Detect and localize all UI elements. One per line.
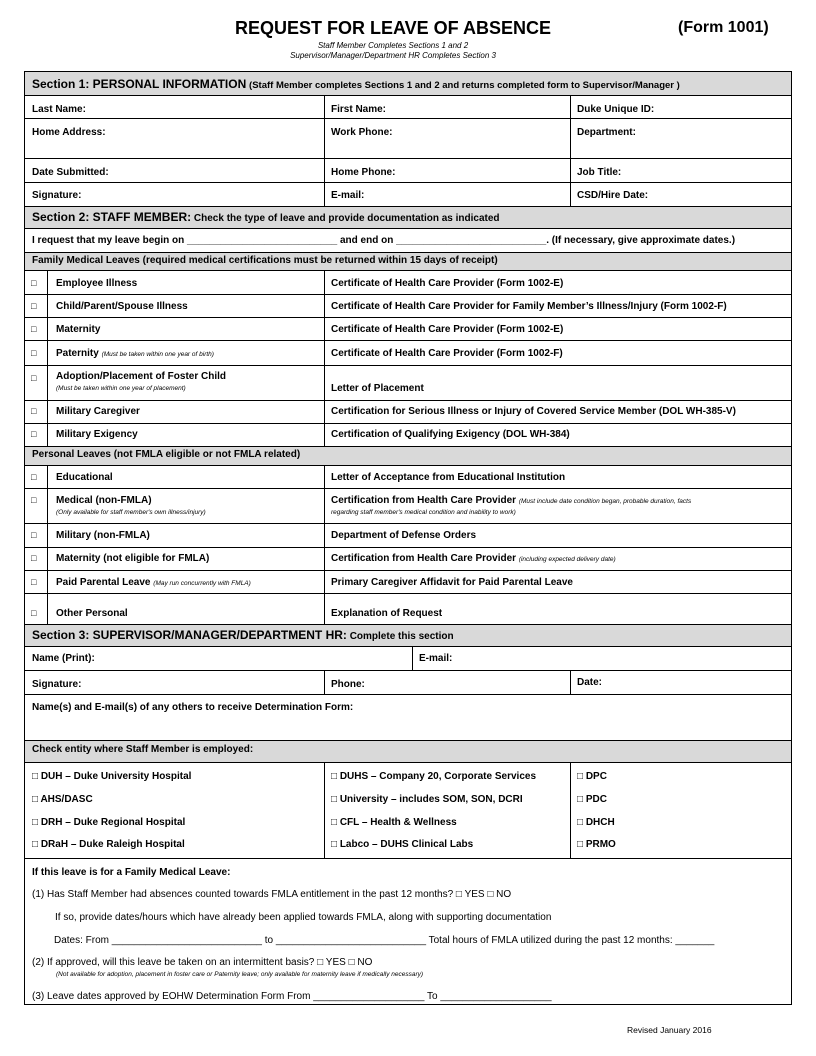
required-document: Department of Defense Orders bbox=[331, 530, 477, 541]
required-document: Certificate of Health Care Provider for Family Member’s Illness/Injury (Form 1002-F) bbox=[331, 301, 727, 312]
supervisor-signature-field[interactable]: Signature: bbox=[32, 679, 82, 690]
first-name-field[interactable]: First Name: bbox=[331, 104, 387, 115]
document-note: (including expected delivery date) bbox=[518, 556, 616, 563]
leave-type: Educational bbox=[56, 472, 113, 483]
fmla-dates-line[interactable]: Dates: From ___________________________ to ___________________________ Total hours of FMLA utilized during the past 12 months: _______ bbox=[54, 935, 715, 946]
leave-note: (Must be taken within one year of birth) bbox=[101, 351, 214, 358]
section1-title: Section 1: PERSONAL INFORMATION bbox=[32, 77, 247, 91]
personal-leave-header: Personal Leaves (not FMLA eligible or not FMLA related) bbox=[32, 449, 301, 460]
checkbox[interactable]: □ bbox=[31, 278, 37, 288]
department-field[interactable]: Department: bbox=[577, 127, 636, 138]
required-document: Certificate of Health Care Provider (Form 1002-E) bbox=[331, 278, 564, 289]
entity-option[interactable]: □ DHCH bbox=[577, 817, 615, 828]
checkbox[interactable]: □ bbox=[31, 406, 37, 416]
duke-id-field[interactable]: Duke Unique ID: bbox=[577, 104, 655, 115]
required-document: Primary Caregiver Affidavit for Paid Parental Leave bbox=[331, 577, 573, 588]
entity-option[interactable]: □ DRaH – Duke Raleigh Hospital bbox=[32, 839, 185, 850]
required-document: Certification from Health Care Provider bbox=[331, 495, 517, 506]
home-address-field[interactable]: Home Address: bbox=[32, 127, 106, 138]
checkbox[interactable]: □ bbox=[31, 608, 37, 618]
subtitle-2: Supervisor/Manager/Department HR Completes Section 3 bbox=[290, 51, 496, 60]
leave-type: Maternity (not eligible for FMLA) bbox=[56, 553, 210, 564]
leave-note: (Only available for staff member's own illness/injury) bbox=[56, 509, 206, 516]
entity-option[interactable]: □ PDC bbox=[577, 794, 607, 805]
date-submitted-field[interactable]: Date Submitted: bbox=[32, 167, 109, 178]
fmla-question-1-detail: If so, provide dates/hours which have already been applied towards FMLA, along with supporting documentation bbox=[55, 912, 552, 923]
leave-dates-request[interactable]: I request that my leave begin on ___________________________ and end on ___________________________. (If necessary, give approximate dates.) bbox=[32, 235, 736, 246]
entity-option[interactable]: □ PRMO bbox=[577, 839, 616, 850]
required-document: Letter of Placement bbox=[331, 383, 424, 394]
hire-date-field[interactable]: CSD/Hire Date: bbox=[577, 190, 649, 201]
email-field[interactable]: E-mail: bbox=[331, 190, 365, 201]
checkbox[interactable]: □ bbox=[31, 429, 37, 439]
leave-type: Military Caregiver bbox=[56, 406, 140, 417]
home-phone-field[interactable]: Home Phone: bbox=[331, 167, 396, 178]
fmla-question-1[interactable]: (1) Has Staff Member had absences counted towards FMLA entitlement in the past 12 months? □ YES □ NO bbox=[32, 889, 512, 900]
section2-note: Check the type of leave and provide documentation as indicated bbox=[193, 213, 500, 224]
entity-option[interactable]: □ DPC bbox=[577, 771, 607, 782]
entity-option[interactable]: □ University – includes SOM, SON, DCRI bbox=[331, 794, 523, 805]
phone-field[interactable]: Phone: bbox=[331, 679, 365, 690]
intermittent-question[interactable]: (2) If approved, will this leave be taken on an intermittent basis? □ YES □ NO bbox=[32, 957, 373, 968]
checkbox[interactable]: □ bbox=[31, 324, 37, 334]
document-note: (Must include date condition began, probable duration, facts bbox=[518, 498, 692, 505]
leave-note: (Must be taken within one year of placement) bbox=[56, 385, 186, 392]
leave-type: Medical (non-FMLA) bbox=[56, 495, 152, 506]
section2-title: Section 2: STAFF MEMBER: bbox=[32, 210, 192, 224]
name-print-field[interactable]: Name (Print): bbox=[32, 653, 95, 664]
leave-type: Adoption/Placement of Foster Child bbox=[56, 371, 227, 382]
job-title-field[interactable]: Job Title: bbox=[577, 167, 622, 178]
required-document: Explanation of Request bbox=[331, 608, 443, 619]
leave-type: Other Personal bbox=[56, 608, 128, 619]
required-document: Certification from Health Care Provider bbox=[331, 553, 517, 564]
entity-option[interactable]: □ DUH – Duke University Hospital bbox=[32, 771, 192, 782]
signature-field[interactable]: Signature: bbox=[32, 190, 82, 201]
document-note: regarding staff member's medical condition and inability to work) bbox=[331, 509, 516, 516]
section3-note: Complete this section bbox=[349, 631, 454, 642]
form-title: REQUEST FOR LEAVE OF ABSENCE bbox=[234, 18, 552, 38]
others-recipients-field[interactable]: Name(s) and E-mail(s) of any others to receive Determination Form: bbox=[32, 702, 354, 713]
checkbox[interactable]: □ bbox=[31, 577, 37, 587]
fml-title: If this leave is for a Family Medical Leave: bbox=[32, 867, 231, 878]
entity-option[interactable]: □ CFL – Health & Wellness bbox=[331, 817, 457, 828]
checkbox[interactable]: □ bbox=[31, 348, 37, 358]
leave-note: (May run concurrently with FMLA) bbox=[153, 580, 251, 587]
date-field[interactable]: Date: bbox=[577, 677, 603, 688]
entity-header: Check entity where Staff Member is employed: bbox=[32, 744, 254, 755]
entity-option[interactable]: □ DRH – Duke Regional Hospital bbox=[32, 817, 186, 828]
checkbox[interactable]: □ bbox=[31, 553, 37, 563]
leave-form bbox=[24, 71, 792, 1005]
leave-type: Maternity bbox=[56, 324, 101, 335]
leave-type: Child/Parent/Spouse Illness bbox=[56, 301, 188, 312]
checkbox[interactable]: □ bbox=[31, 373, 37, 383]
last-name-field[interactable]: Last Name: bbox=[32, 104, 86, 115]
entity-option[interactable]: □ Labco – DUHS Clinical Labs bbox=[331, 839, 474, 850]
leave-type: Employee Illness bbox=[56, 278, 138, 289]
checkbox[interactable]: □ bbox=[31, 530, 37, 540]
intermittent-note: (Not available for adoption, placement in foster care or Paternity leave; only available for maternity leave if medically necessary) bbox=[56, 971, 424, 978]
required-document: Certificate of Health Care Provider (Form 1002-F) bbox=[331, 348, 563, 359]
required-document: Certificate of Health Care Provider (Form 1002-E) bbox=[331, 324, 564, 335]
checkbox[interactable]: □ bbox=[31, 472, 37, 482]
approved-dates-line[interactable]: (3) Leave dates approved by EOHW Determination Form From ____________________ To ____________________ bbox=[32, 991, 552, 1002]
required-document: Letter of Acceptance from Educational Institution bbox=[331, 472, 566, 483]
checkbox[interactable]: □ bbox=[31, 495, 37, 505]
leave-type: Paternity bbox=[56, 348, 99, 359]
leave-type: Paid Parental Leave bbox=[56, 577, 151, 588]
required-document: Certification of Qualifying Exigency (DOL WH-384) bbox=[331, 429, 570, 440]
supervisor-email-field[interactable]: E-mail: bbox=[419, 653, 453, 664]
entity-option[interactable]: □ AHS/DASC bbox=[32, 794, 93, 805]
revised-date: Revised January 2016 bbox=[627, 1025, 712, 1035]
work-phone-field[interactable]: Work Phone: bbox=[331, 127, 393, 138]
leave-type: Military Exigency bbox=[56, 429, 138, 440]
leave-type: Military (non-FMLA) bbox=[56, 530, 150, 541]
entity-option[interactable]: □ DUHS – Company 20, Corporate Services bbox=[331, 771, 536, 782]
required-document: Certification for Serious Illness or Injury of Covered Service Member (DOL WH-385-V) bbox=[331, 406, 736, 417]
section1-note: (Staff Member completes Sections 1 and 2 and returns completed form to Supervisor/Manager ) bbox=[249, 80, 680, 91]
fmla-header: Family Medical Leaves (required medical certifications must be returned within 15 days of receipt) bbox=[32, 255, 498, 266]
form-number: (Form 1001) bbox=[678, 19, 769, 36]
checkbox[interactable]: □ bbox=[31, 301, 37, 311]
subtitle-1: Staff Member Completes Sections 1 and 2 bbox=[317, 41, 469, 50]
section3-title: Section 3: SUPERVISOR/MANAGER/DEPARTMENT HR: bbox=[32, 628, 347, 642]
